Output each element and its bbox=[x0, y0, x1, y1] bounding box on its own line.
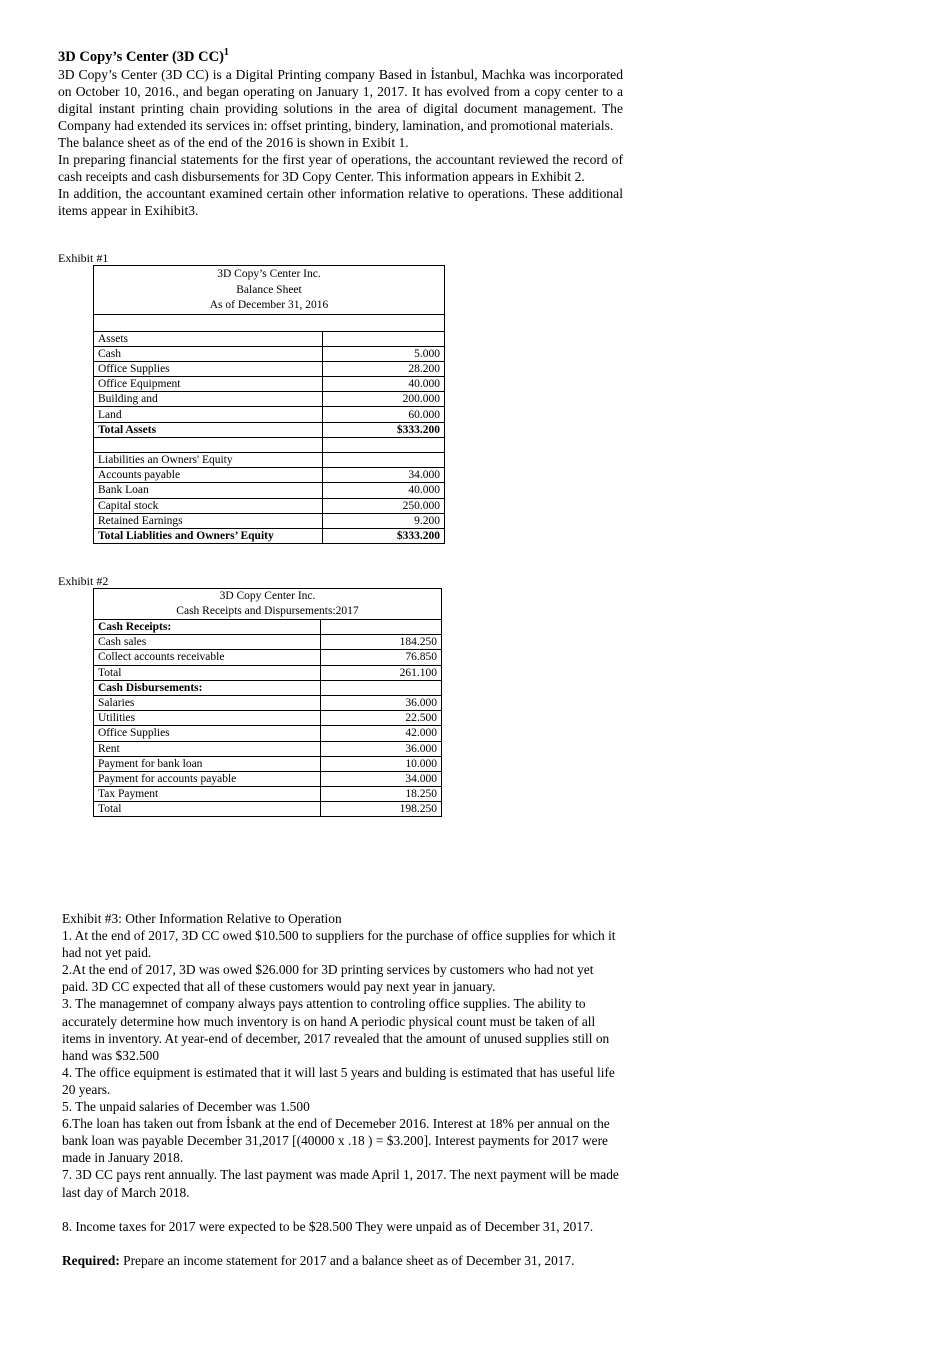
row-value: $333.200 bbox=[323, 422, 445, 437]
list-item: 1. At the end of 2017, 3D CC owed $10.500 to suppliers for the purchase of office supplies for which it had not yet paid. bbox=[62, 928, 616, 961]
row-label: Total bbox=[94, 802, 321, 817]
balance-sheet-header bbox=[94, 266, 445, 315]
table-row bbox=[94, 726, 442, 741]
exhibit1-label: Exhibit #1 bbox=[58, 251, 109, 265]
receipts-heading: Cash Receipts: bbox=[94, 620, 321, 635]
required-text bbox=[62, 1252, 622, 1269]
row-label: Bank Loan bbox=[94, 483, 323, 498]
row-value: 250.000 bbox=[323, 498, 445, 513]
row-label: Office Supplies bbox=[94, 726, 321, 741]
list-item: 7. 3D CC pays rent annually. The last payment was made April 1, 2017. The next payment will be made last day of March 2018. bbox=[62, 1167, 619, 1200]
table-row bbox=[94, 377, 445, 392]
row-value: 36.000 bbox=[321, 695, 442, 710]
row-value: 76.850 bbox=[321, 650, 442, 665]
row-label: Payment for accounts payable bbox=[94, 771, 321, 786]
row-value: 28.200 bbox=[323, 361, 445, 376]
table-row bbox=[94, 468, 445, 483]
document-title bbox=[58, 44, 623, 66]
row-label: Office Supplies bbox=[94, 361, 323, 376]
list-item: 6.The loan has taken out from İsbank at the end of Decemeber 2016. Interest at 18% per annual on the bank loan was payable December 31,2017 [(40000 x .18 ) = $3.200]. Interest payments for 2017 were made in January 2018. bbox=[62, 1116, 610, 1166]
company-name: 3D Copy Center Inc. bbox=[219, 590, 316, 602]
disbursements-heading: Cash Disbursements: bbox=[94, 680, 321, 695]
row-value: 60.000 bbox=[323, 407, 445, 422]
row-label: Land bbox=[94, 407, 323, 422]
company-name: 3D Copy’s Center Inc. bbox=[217, 268, 321, 280]
row-value: 34.000 bbox=[323, 468, 445, 483]
row-value: 36.000 bbox=[321, 741, 442, 756]
required-label: Required: bbox=[62, 1252, 120, 1268]
row-value: 9.200 bbox=[323, 513, 445, 528]
cash-table bbox=[93, 588, 442, 817]
footnote-marker: 1 bbox=[223, 47, 229, 58]
row-label: Total bbox=[94, 665, 321, 680]
row-value: 200.000 bbox=[323, 392, 445, 407]
table-row bbox=[94, 771, 442, 786]
exhibit2-label: Exhibit #2 bbox=[58, 574, 109, 588]
row-value: $333.200 bbox=[323, 528, 445, 543]
liabilities-heading: Liabilities an Owners' Equity bbox=[94, 453, 323, 468]
list-item: 4. The office equipment is estimated that it will last 5 years and bulding is estimated that has useful life 20 years. bbox=[62, 1064, 615, 1097]
total-liabilities-row bbox=[94, 528, 445, 543]
intro-section bbox=[58, 44, 623, 219]
row-value: 184.250 bbox=[321, 635, 442, 650]
row-label: Cash sales bbox=[94, 635, 321, 650]
intro-paragraph: In preparing financial statements for the first year of operations, the accountant reviewed the record of cash receipts and cash disbursements for 3D Copy Center. This information appears in Exhibit 2. bbox=[58, 151, 623, 184]
required-body: Prepare an income statement for 2017 and a balance sheet as of December 31, 2017. bbox=[119, 1252, 575, 1268]
statement-date: As of December 31, 2016 bbox=[209, 299, 329, 311]
row-label: Capital stock bbox=[94, 498, 323, 513]
list-item: 2.At the end of 2017, 3D was owed $26.000 for 3D printing services by customers who had not yet paid. 3D CC expected that all of these customers would pay next year in january. bbox=[62, 962, 594, 995]
table-row bbox=[94, 680, 442, 695]
table-row bbox=[94, 453, 445, 468]
table-row bbox=[94, 711, 442, 726]
row-value: 42.000 bbox=[321, 726, 442, 741]
table-row bbox=[94, 650, 442, 665]
row-label: Office Equipment bbox=[94, 377, 323, 392]
row-label: Accounts payable bbox=[94, 468, 323, 483]
row-label: Total Liablities and Owners’ Equity bbox=[94, 528, 323, 543]
row-label: Tax Payment bbox=[94, 787, 321, 802]
table-row bbox=[94, 802, 442, 817]
row-value: 261.100 bbox=[321, 665, 442, 680]
row-value: 40.000 bbox=[323, 483, 445, 498]
table-row bbox=[94, 392, 445, 407]
row-value: 10.000 bbox=[321, 756, 442, 771]
row-label: Building and bbox=[94, 392, 323, 407]
table-row bbox=[94, 483, 445, 498]
statement-name: Balance Sheet bbox=[236, 283, 302, 296]
intro-paragraph: The balance sheet as of the end of the 2016 is shown in Exibit 1. bbox=[58, 134, 409, 150]
row-label: Total Assets bbox=[94, 422, 323, 437]
statement-name: Cash Receipts and Dispursements:2017 bbox=[176, 605, 359, 617]
list-item: 5. The unpaid salaries of December was 1.500 bbox=[62, 1099, 310, 1115]
table-row bbox=[94, 407, 445, 422]
table-row bbox=[94, 620, 442, 635]
row-label: Utilities bbox=[94, 711, 321, 726]
intro-paragraph: 3D Copy’s Center (3D CC) is a Digital Printing company Based in İstanbul, Machka was incorporated on October 10, 2016., and began operating on January 1, 2017. It has evolved from a copy center to a digital instant printing chain providing solutions in the area of digital document management. The Company had extended its services in: offset printing, bindery, lamination, and promotional materials. bbox=[58, 66, 623, 133]
intro-paragraph: In addition, the accountant examined certain other information relative to operations. These additional items appear in Exihibit3. bbox=[58, 185, 623, 218]
table-row bbox=[94, 346, 445, 361]
row-value: 34.000 bbox=[321, 771, 442, 786]
list-item: 3. The managemnet of company always pays attention to controling office supplies. The ability to accurately determine how much inventory is on hand A periodic physical count must be taken of all items in inventory. At year-end of december, 2017 revealed that the amount of unused supplies still on hand was $32.500 bbox=[62, 996, 610, 1063]
row-label: Cash bbox=[94, 346, 323, 361]
row-value: 40.000 bbox=[323, 377, 445, 392]
table-row bbox=[94, 787, 442, 802]
table-row bbox=[94, 635, 442, 650]
table-row bbox=[94, 741, 442, 756]
row-label: Payment for bank loan bbox=[94, 756, 321, 771]
row-value: 5.000 bbox=[323, 346, 445, 361]
table-row bbox=[94, 756, 442, 771]
table-row bbox=[94, 331, 445, 346]
list-item: 8. Income taxes for 2017 were expected to be $28.500 They were unpaid as of December 31, 2017. bbox=[62, 1218, 594, 1234]
assets-heading: Assets bbox=[94, 331, 323, 346]
table-row bbox=[94, 498, 445, 513]
table-row bbox=[94, 695, 442, 710]
cash-table-header bbox=[94, 589, 442, 620]
table-row bbox=[94, 361, 445, 376]
row-label: Retained Earnings bbox=[94, 513, 323, 528]
row-value: 198.250 bbox=[321, 802, 442, 817]
row-label: Collect accounts receivable bbox=[94, 650, 321, 665]
row-value: 22.500 bbox=[321, 711, 442, 726]
title-text: 3D Copy’s Center (3D CC) bbox=[58, 48, 224, 65]
table-row bbox=[94, 513, 445, 528]
exhibit3-title: Exhibit #3: Other Information Relative to Operation bbox=[62, 911, 342, 926]
total-assets-row bbox=[94, 422, 445, 437]
balance-sheet-table bbox=[93, 265, 445, 544]
table-row bbox=[94, 665, 442, 680]
row-label: Salaries bbox=[94, 695, 321, 710]
row-label: Rent bbox=[94, 741, 321, 756]
exhibit3-section bbox=[62, 910, 622, 1269]
row-value: 18.250 bbox=[321, 787, 442, 802]
